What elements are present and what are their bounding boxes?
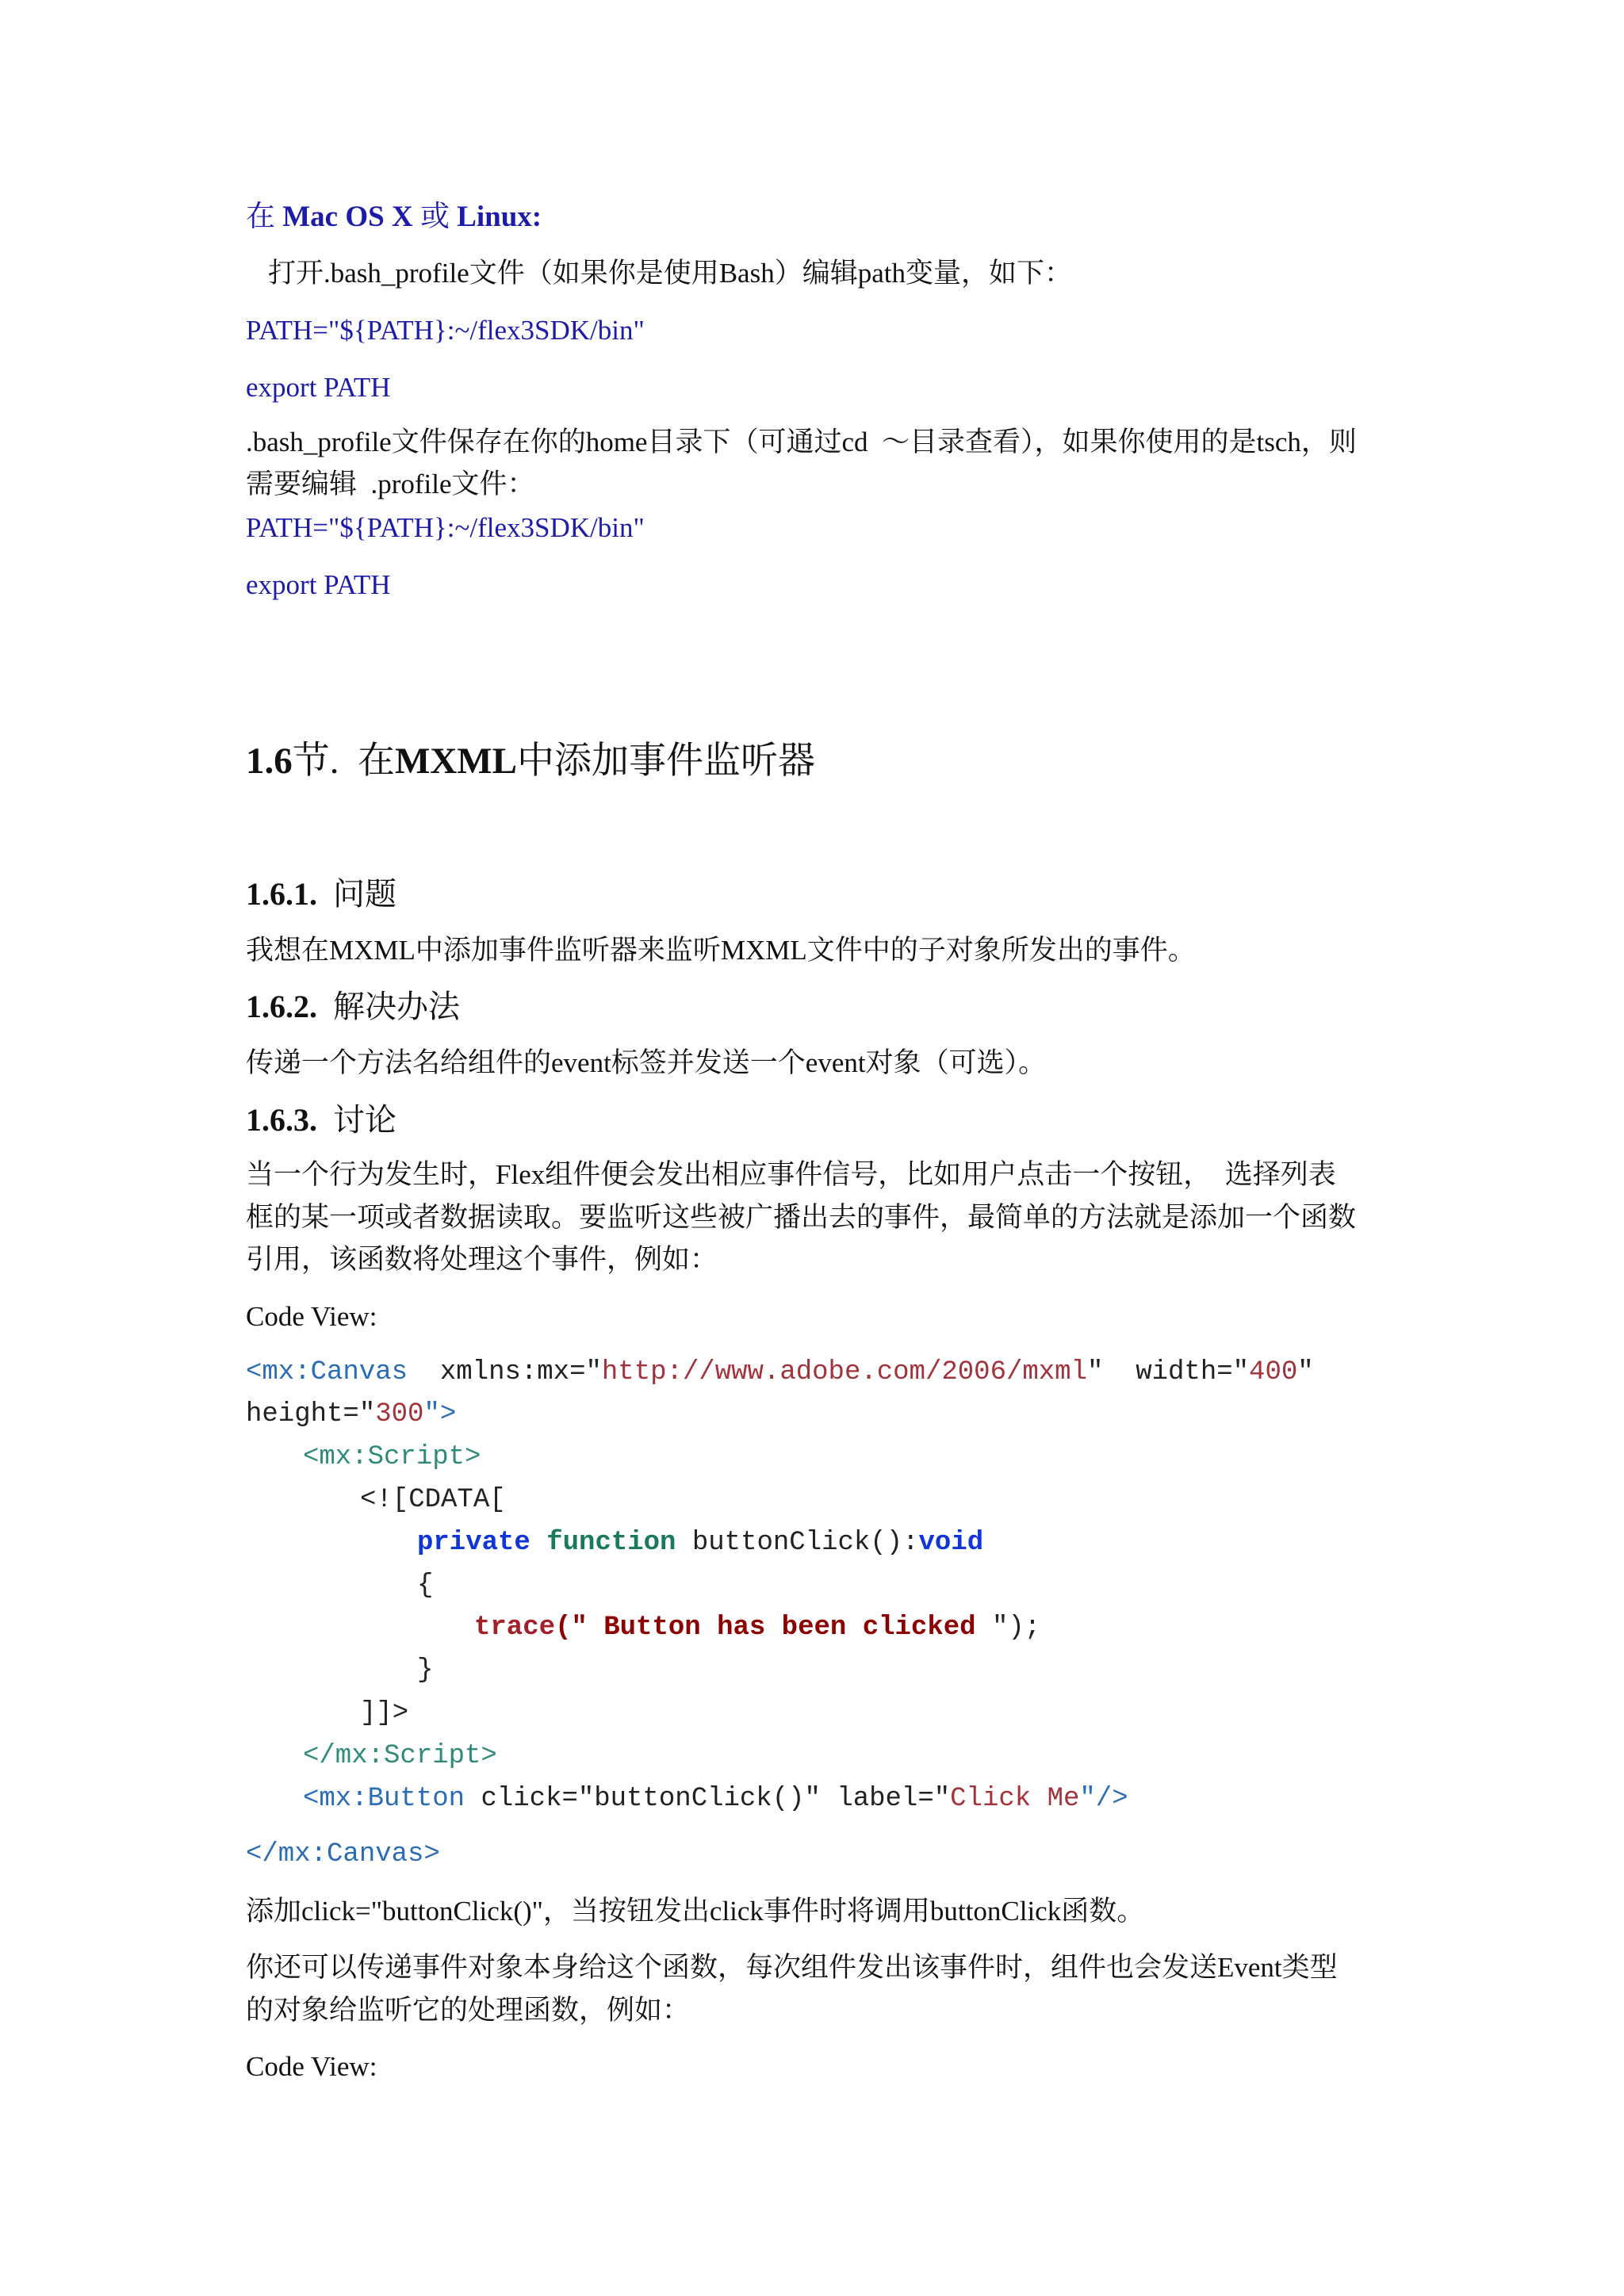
section-title bbox=[246, 737, 815, 785]
code-trace-line bbox=[474, 1610, 1040, 1645]
code-trace-open: (" bbox=[555, 1613, 588, 1643]
solution-title: 解决办法 bbox=[333, 989, 460, 1024]
discussion-text-line-2: 框的某一项或者数据读取。要监听这些被广播出去的事件，最简单的方法就是添加一个函数 bbox=[246, 1202, 1357, 1233]
heading-os-mac: Mac OS X bbox=[282, 201, 413, 233]
discussion-number: 1.6.3. bbox=[246, 1102, 317, 1138]
code-view-label: Code View: bbox=[246, 1301, 377, 1332]
code-button-line bbox=[303, 1781, 1128, 1816]
code-quote: " bbox=[1297, 1357, 1314, 1387]
path-code-line-2: PATH="${PATH}:~/flex3SDK/bin" bbox=[246, 512, 645, 543]
problem-heading bbox=[246, 874, 396, 914]
code-cdata-open: <![CDATA[ bbox=[360, 1485, 506, 1515]
discussion-text-line-1: 当一个行为发生时，Flex组件便会发出相应事件信号，比如用户点击一个按钮， 选择列表 bbox=[246, 1159, 1336, 1190]
mac-intro-text: 打开.bash_profile文件（如果你是使用Bash）编辑path变量，如下： bbox=[268, 258, 1072, 289]
heading-os-linux: Linux: bbox=[457, 201, 542, 233]
code-canvas-close: </mx:Canvas> bbox=[246, 1839, 440, 1869]
code-trace-call: trace bbox=[474, 1613, 556, 1643]
code-line-2 bbox=[246, 1397, 456, 1432]
discussion-title: 讨论 bbox=[333, 1102, 396, 1138]
code-width-attr: " width=" bbox=[1087, 1357, 1250, 1387]
code-button-label: Click Me bbox=[950, 1784, 1080, 1814]
code-script-open: <mx:Script> bbox=[303, 1442, 481, 1472]
code-function-line bbox=[417, 1525, 983, 1560]
problem-title: 问题 bbox=[333, 876, 396, 912]
solution-number: 1.6.2. bbox=[246, 989, 317, 1024]
code-line-1 bbox=[246, 1355, 1314, 1390]
code-trace-close: "); bbox=[991, 1613, 1041, 1643]
heading-or: 或 bbox=[412, 201, 458, 233]
bash-profile-note-line-1: .bash_profile文件保存在你的home目录下（可通过cd ～目录查看），如果你使用的是tsch，则 bbox=[246, 427, 1357, 457]
section-title-tail: 中添加事件监听器 bbox=[517, 740, 816, 782]
heading-prefix: 在 bbox=[246, 201, 283, 233]
problem-text: 我想在MXML中添加事件监听器来监听MXML文件中的子对象所发出的事件。 bbox=[246, 935, 1196, 966]
solution-heading bbox=[246, 987, 460, 1027]
export-code-line-2: export PATH bbox=[246, 569, 391, 600]
code-xmlns-attr: xmlns:mx=" bbox=[408, 1357, 602, 1387]
code-width-value: 400 bbox=[1249, 1357, 1298, 1387]
code-function-name: buttonClick(): bbox=[676, 1528, 919, 1558]
export-code-line-1: export PATH bbox=[246, 372, 391, 403]
code-trace-string: Button has been clicked bbox=[587, 1613, 992, 1643]
code-script-close: </mx:Script> bbox=[303, 1741, 497, 1771]
code-canvas-open-tag: <mx:Canvas bbox=[246, 1357, 408, 1387]
code-xmlns-url: http://www.adobe.com/2006/mxml bbox=[601, 1357, 1087, 1387]
section-number: 1.6 bbox=[246, 740, 293, 782]
event-text-line-1: 你还可以传递事件对象本身给这个函数，每次组件发出该事件时，组件也会发送Event类型 bbox=[246, 1952, 1338, 1983]
code-function-keyword: function bbox=[546, 1528, 676, 1558]
code-button-end: "/> bbox=[1079, 1784, 1128, 1814]
code-view-label-2: Code View: bbox=[246, 2051, 377, 2082]
after-code-text: 添加click="buttonClick()"，当按钮发出click事件时将调用buttonClick函数。 bbox=[246, 1896, 1145, 1927]
section-title-text: 节. 在 bbox=[292, 740, 395, 782]
bash-profile-note-line-2: 需要编辑 .profile文件： bbox=[246, 469, 535, 499]
problem-number: 1.6.1. bbox=[246, 876, 317, 912]
code-brace-open: { bbox=[417, 1571, 434, 1601]
solution-text: 传递一个方法名给组件的event标签并发送一个event对象（可选）。 bbox=[246, 1047, 1047, 1078]
code-brace-close: } bbox=[417, 1655, 434, 1686]
path-code-line-1: PATH="${PATH}:~/flex3SDK/bin" bbox=[246, 315, 645, 346]
code-private-keyword: private bbox=[417, 1528, 530, 1558]
code-tag-end: "> bbox=[423, 1399, 457, 1429]
code-button-tag: <mx:Button bbox=[303, 1784, 465, 1814]
code-void-keyword: void bbox=[918, 1528, 984, 1558]
discussion-heading bbox=[246, 1100, 396, 1140]
section-title-mxml: MXML bbox=[395, 740, 518, 782]
code-height-value: 300 bbox=[375, 1399, 424, 1429]
code-button-attrs: click="buttonClick()" label=" bbox=[465, 1784, 951, 1814]
mac-linux-heading bbox=[246, 200, 542, 235]
discussion-text-line-3: 引用，该函数将处理这个事件，例如： bbox=[246, 1244, 718, 1275]
code-cdata-close: ]]> bbox=[360, 1698, 409, 1728]
code-height-attr: height=" bbox=[246, 1399, 376, 1429]
event-text-line-2: 的对象给监听它的处理函数，例如： bbox=[246, 1995, 691, 2026]
